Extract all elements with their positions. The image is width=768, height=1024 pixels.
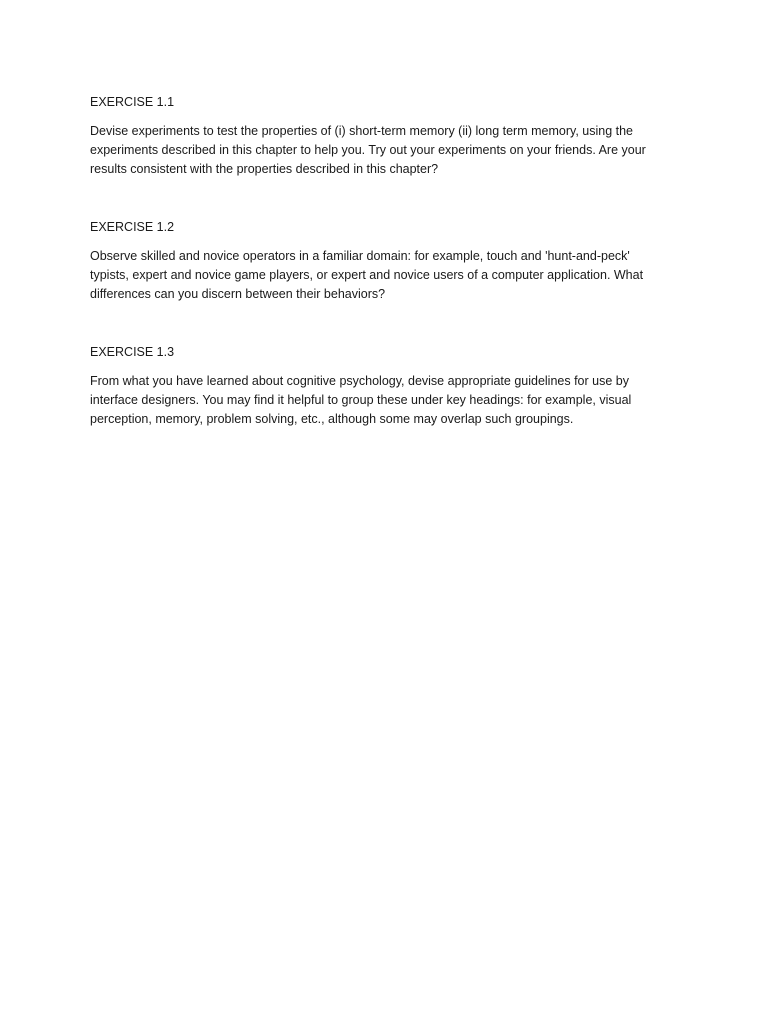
exercise-section (90, 93, 670, 179)
exercise-body: Devise experiments to test the properties of (i) short-term memory (ii) long term memory, using the experiments described in this chapter to help you. Try out your experiments on your friends. Are your results consistent with the properties described in this chapter? (90, 124, 646, 176)
exercise-heading: EXERCISE 1.2 (90, 220, 175, 234)
exercise-heading: EXERCISE 1.1 (90, 95, 175, 109)
exercise-section (90, 218, 670, 304)
exercise-heading: EXERCISE 1.3 (90, 345, 175, 359)
exercise-body: Observe skilled and novice operators in a familiar domain: for example, touch and 'hunt-and-peck' typists, expert and novice game players, or expert and novice users of a computer application. What differences can you discern between their behaviors? (90, 249, 644, 301)
exercise-body: From what you have learned about cognitive psychology, devise appropriate guidelines for use by interface designers. You may find it helpful to group these under key headings: for example, visual perception, memory, problem solving, etc., although some may overlap such groupings. (90, 374, 632, 426)
document-content (90, 93, 670, 468)
exercise-section (90, 343, 670, 429)
